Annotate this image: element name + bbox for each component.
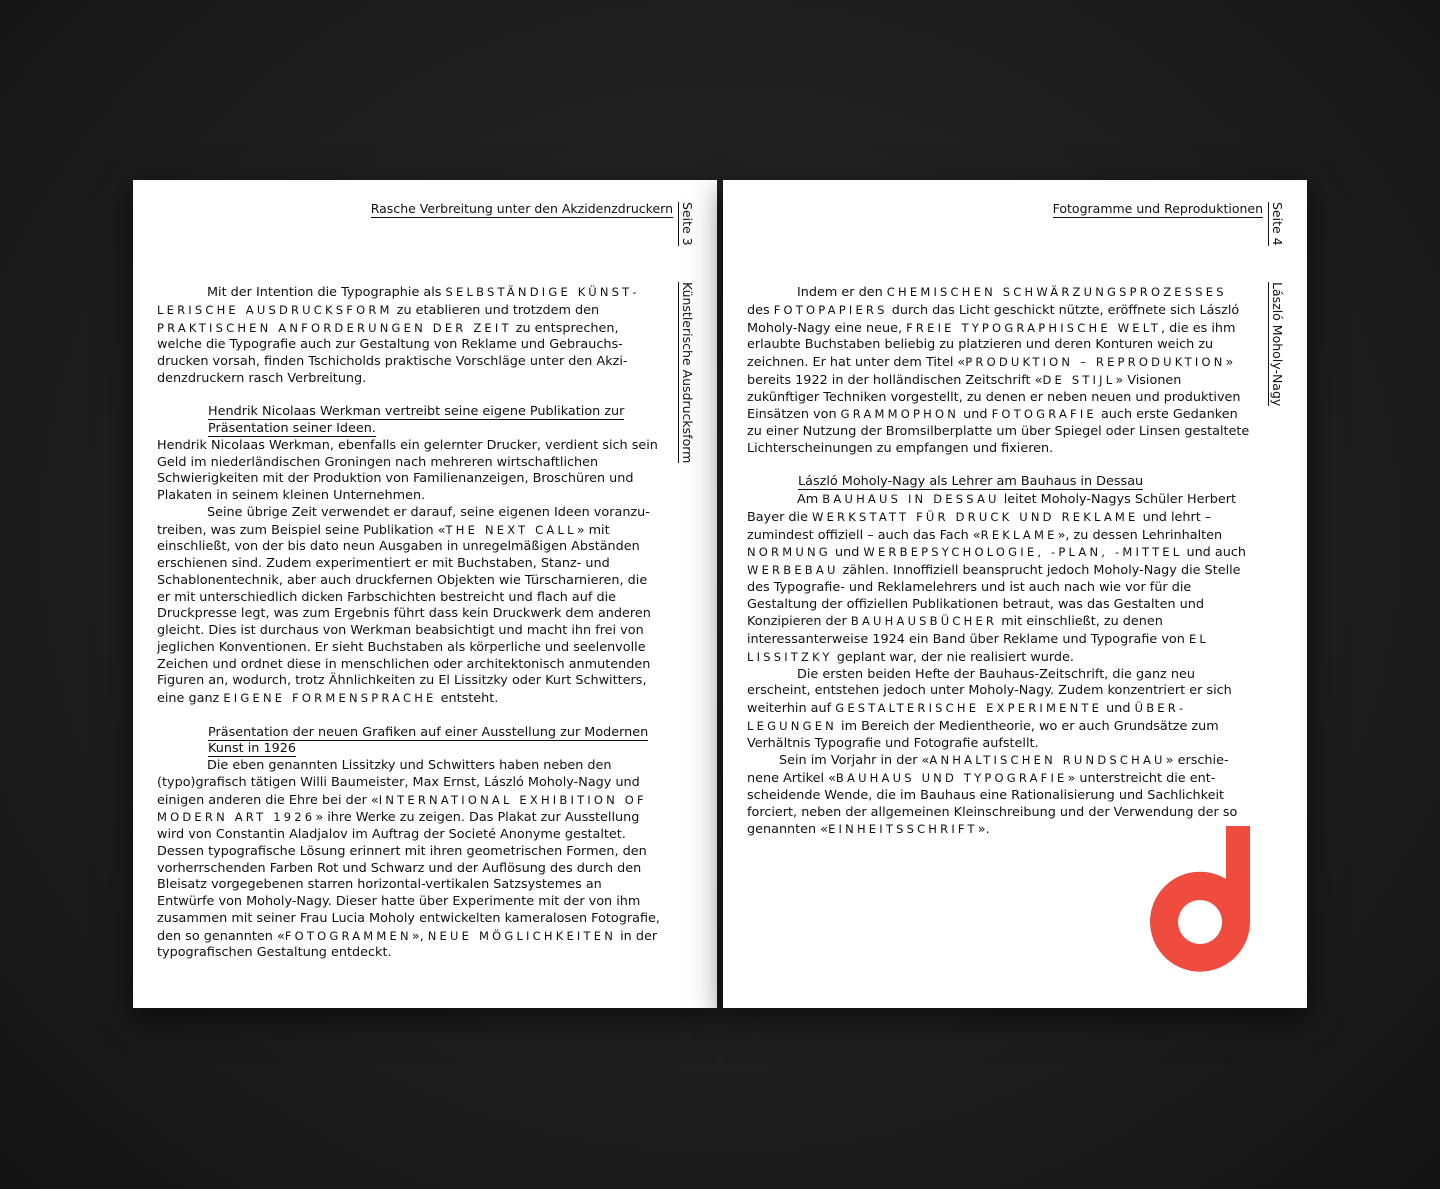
running-head: Rasche Verbreitung unter den Akzidenzdruckern [370,201,673,216]
paragraph: Indem er den CHEMISCHEN SCHWÄRZUNGSPROZESSES des FOTOPAPIERS durch das Licht geschickt nützte, eröffnete sich László Moholy-Nagy eine neue, FREIE TYPOGRAPHISCHE WELT, die es ihm erlaubte Buchstaben beliebig zu platzieren und deren Konturen weich zu zeichnen. Er hat unter dem Titel «PRODUKTION – REPRODUKTION» bereits 1922 in der holländischen Zeitschrift «DE STIJL» Visionen zukünftiger Techniken vorgestellt, zu denen er neben neuen und produktiven Einsätzen von GRAMMOPHON und FOTOGRAFIE auch erste Gedanken zu einer Nutzung der Bromsilberplatte um über Spiegel oder Linsen gestaltete Lichterscheinungen zu empfangen und fixieren. [747,285,1250,456]
section-label: Künstlerische Ausdrucksform [680,282,695,464]
body-text [747,284,1253,839]
page-left [133,180,717,1008]
paragraph: Die eben genannten Lissitzky und Schwitters haben neben den (typo)grafisch tätigen Willi Baumeister, Max Ernst, László Moholy-Nagy und einigen anderen die Ehre bei der «INTERNATIONAL EXHIBITION OF MODERN ART 1926» ihre Werke zu zeigen. Das Plakat zur Ausstellung wird von Constantin Aladjalov im Auftrag der Societé Anonyme gestaltet. Dessen typografische Lösung erinnert mit ihren geometrischen Formen, den vorherrschenden Farben Rot und Schwarz und der Auflösung des durch den Bleisatz vorgegebenen starren horizontal-vertikalen Satzsystemes an Entwürfe von Moholy-Nagy. Dieser hatte über Experimente mit der von ihm zusammen mit seiner Frau Lucia Moholy entwickelten kameralosen Fotografie, den so genannten «FOTOGRAMMEN», NEUE MÖGLICHKEITEN in der typografischen Gestaltung entdeckt. [157,758,660,961]
subheading: László Moholy-Nagy als Lehrer am Bauhaus in Dessau [798,474,1144,490]
paragraph: Mit der Intention die Typographie als SELBSTÄNDIGE KÜNSTLERISCHE AUSDRUCKSFORM zu etablieren und trotzdem den PRAKTISCHEN ANFORDERUNGEN DER ZEIT zu entsprechen, welche die Typografie auch zur Gestaltung von Reklame und Gebrauchsdrucken vorsah, finden Tschicholds praktische Vorschläge unter den Akzidenzdruckern rasch Verbreitung. [157,285,637,386]
subheading: Präsentation der neuen Grafiken auf einer Ausstellung zur Modernen Kunst in 1926 [208,724,649,757]
paragraph: Hendrik Nicolaas Werkman, ebenfalls ein gelernter Drucker, verdient sich sein Geld im niederländischen Groningen nach mehreren wirtschaftlichen Schwierigkeiten mit der Produktion von Familienanzeigen, Broschüren und Plakaten in seinem kleinen Unternehmen. [157,437,658,503]
d-logo-icon [1150,826,1250,972]
paragraph: Die ersten beiden Hefte der Bauhaus-Zeitschrift, die ganz neu erscheint, entstehen jedoch unter Moholy-Nagy. Zudem konzentriert er sich weiterhin auf GESTALTERISCHE EXPERIMENTE und ÜBERLEGUNGEN im Bereich der Medientheorie, wo er auch Grundsätze zum Verhältnis Typografie und Fotografie aufstellt. [747,666,1232,751]
section-label: László Moholy-Nagy [1270,282,1285,407]
paragraph: Sein im Vorjahr in der «ANHALTISCHEN RUNDSCHAU» erschienene Artikel «BAUHAUS UND TYPOGRAFIE» unterstreicht die entscheidende Wende, die im Bauhaus eine Rationalisierung und Sachlichkeit forciert, neben der allgemeinen Kleinschreibung und der Verwendung der so genannten «EINHEITSSCHRIFT». [747,753,1238,838]
paragraph: Seine übrige Zeit verwendet er darauf, seine eigenen Ideen voranzutreiben, was zum Beispiel seine Publikation «THE NEXT CALL» mit einschließt, von der bis dato neun Ausgaben in unregelmäßigen Abständen erschienen sind. Zudem experimentiert er mit Buchstaben, Stanz- und Schablonentechnik, aber auch druckfernen Objekten wie Türscharnieren, die er mit unterschiedlich dicken Farbschichten bestreicht und flach auf die Druckpresse legt, was zum Ergebnis führt dass kein Druckwerk dem anderen gleicht. Dies ist durchaus von Werkman beabsichtigt und macht ihn frei von jeglichen Konventionen. Er sieht Buchstaben als körperliche und seelenvolle Zeichen und ordnet diese in menschlichen oder architektonisch anmutenden Figuren an, wodurch, trotz Ähnlichkeiten zu El Lissitzky oder Kurt Schwitters, eine ganz EIGENE FORMENSPRACHE entsteht. [157,504,651,706]
paragraph: Am BAUHAUS IN DESSAU leitet Moholy-Nagys Schüler Herbert Bayer die WERKSTATT FÜR DRUCK UND REKLAME und lehrt – zumindest offiziell – auch das Fach «REKLAME», zu dessen Lehrinhalten NORMUNG und WERBEPSYCHOLOGIE, -PLAN, -MITTEL und auch WERBEBAU zählen. Innoffiziell beansprucht jedoch Moholy-Nagy die Stelle des Typografie- und Reklamelehrers und ist auch nach wie vor für die Gestaltung der offiziellen Publikationen betraut, was das Gestalten und Konzipieren der BAUHAUSBÜCHER mit einschließt, zu denen interessanterweise 1924 ein Band über Reklame und Typografie von EL LISSITZKY geplant war, der nie realisiert wurde. [747,492,1246,665]
body-text [157,284,663,962]
page-right [723,180,1307,1008]
page-number: Seite 4 [1270,202,1285,246]
page-number: Seite 3 [680,202,695,246]
running-head: Fotogramme und Reproduktionen [1052,201,1263,216]
subheading: Hendrik Nicolaas Werkman vertreibt seine eigene Publikation zur Präsentation seiner Ideen. [208,404,625,436]
